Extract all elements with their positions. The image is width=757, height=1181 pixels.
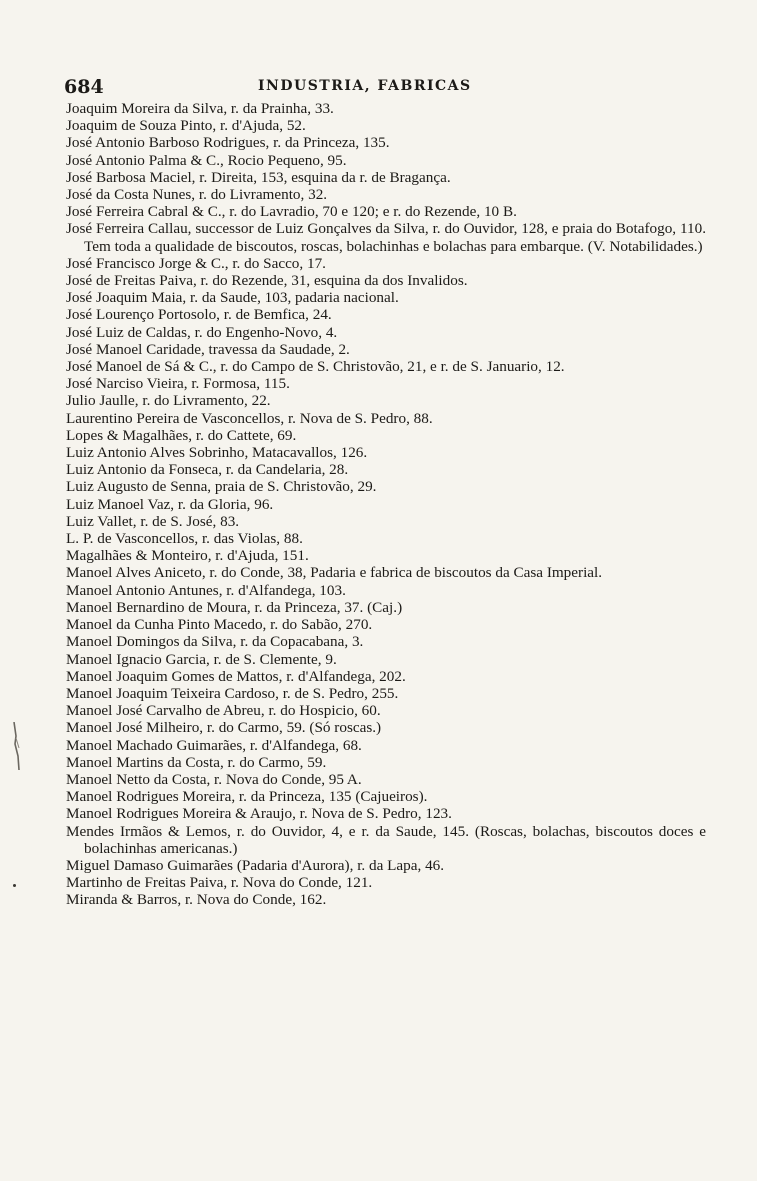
list-item: Luiz Antonio Alves Sobrinho, Matacavallos, 126. [66, 444, 368, 462]
list-item: Manoel Antonio Antunes, r. d'Alfandega, 103. [66, 581, 346, 599]
list-item: Manoel Rodrigues Moreira & Araujo, r. Nova de S. Pedro, 123. [66, 805, 452, 823]
list-item: Manoel José Milheiro, r. do Carmo, 59. (Só roscas.) [66, 719, 382, 737]
list-item: José Francisco Jorge & C., r. do Sacco, 17. [66, 254, 326, 272]
entry-list [66, 100, 706, 909]
list-item: José Lourenço Portosolo, r. de Bemfica, 24. [66, 306, 332, 324]
list-item: Lopes & Magalhães, r. do Cattete, 69. [66, 426, 297, 444]
list-item: Luiz Vallet, r. de S. José, 83. [66, 512, 240, 530]
list-item: Luiz Augusto de Senna, praia de S. Christovão, 29. [66, 478, 377, 496]
list-item: Manoel Rodrigues Moreira, r. da Princeza, 135 (Cajueiros). [66, 788, 428, 806]
list-item: José Joaquim Maia, r. da Saude, 103, padaria nacional. [66, 289, 399, 307]
list-item: Manoel Joaquim Teixeira Cardoso, r. de S. Pedro, 255. [66, 684, 399, 702]
list-item: Joaquim Moreira da Silva, r. da Prainha, 33. [66, 100, 334, 117]
list-item: Julio Jaulle, r. do Livramento, 22. [66, 392, 271, 410]
list-item: José Manoel Caridade, travessa da Saudade, 2. [66, 340, 350, 358]
list-item: José Ferreira Cabral & C., r. do Lavradio, 70 e 120; e r. do Rezende, 10 B. [66, 203, 517, 221]
list-item: Manoel Netto da Costa, r. Nova do Conde, 95 A. [66, 770, 362, 788]
list-item: José da Costa Nunes, r. do Livramento, 32. [66, 186, 328, 204]
list-item: Miguel Damaso Guimarães (Padaria d'Aurora), r. da Lapa, 46. [66, 856, 445, 874]
list-item: Manoel Alves Aniceto, r. do Conde, 38, Padaria e fabrica de biscoutos da Casa Imperial. [66, 564, 603, 582]
list-item: Joaquim de Souza Pinto, r. d'Ajuda, 52. [66, 117, 306, 135]
list-item: José Antonio Palma & C., Rocio Pequeno, 95. [66, 151, 347, 169]
list-item: José Luiz de Caldas, r. do Engenho-Novo, 4. [66, 323, 338, 341]
list-item: Manoel Joaquim Gomes de Mattos, r. d'Alfandega, 202. [66, 667, 406, 685]
list-item: Manoel Machado Guimarães, r. d'Alfandega, 68. [66, 736, 362, 754]
margin-dot [13, 884, 16, 887]
list-item: Laurentino Pereira de Vasconcellos, r. Nova de S. Pedro, 88. [66, 409, 433, 427]
list-item: Martinho de Freitas Paiva, r. Nova do Conde, 121. [66, 874, 373, 892]
list-item: José Antonio Barboso Rodrigues, r. da Princeza, 135. [66, 134, 390, 152]
list-item: José Barbosa Maciel, r. Direita, 153, esquina da r. de Bragança. [66, 168, 451, 186]
list-item: Luiz Antonio da Fonseca, r. da Candelaria, 28. [66, 461, 349, 479]
list-item: José de Freitas Paiva, r. do Rezende, 31, esquina da dos Invalidos. [66, 272, 468, 290]
page-number: 684 [64, 76, 104, 98]
running-title: INDUSTRIA, FABRICAS [258, 78, 472, 94]
list-item: Manoel José Carvalho de Abreu, r. do Hospicio, 60. [66, 702, 381, 720]
list-item: José Manoel de Sá & C., r. do Campo de S. Christovão, 21, e r. de S. Januario, 12. [66, 358, 565, 376]
list-item: Magalhães & Monteiro, r. d'Ajuda, 151. [66, 547, 309, 565]
list-item: José Ferreira Callau, successor de Luiz Gonçalves da Silva, r. do Ouvidor, 128, e praia do Botafogo, 110. Tem toda a qualidade de biscoutos, roscas, bolachinhas e bolachas para embarque. (V. Notabilidades.) [66, 220, 706, 255]
list-item: Mendes Irmãos & Lemos, r. do Ouvidor, 4, e r. da Saude, 145. (Roscas, bolachas, biscoutos doces e bolachinhas americanas.) [66, 822, 706, 857]
page-header [64, 76, 697, 98]
list-item: Manoel Ignacio Garcia, r. de S. Clemente, 9. [66, 650, 337, 668]
margin-ink-mark [10, 722, 24, 770]
list-item: Manoel Domingos da Silva, r. da Copacabana, 3. [66, 633, 364, 651]
list-item: Manoel Bernardino de Moura, r. da Princeza, 37. (Caj.) [66, 598, 403, 616]
list-item: Manoel da Cunha Pinto Macedo, r. do Sabão, 270. [66, 616, 373, 634]
list-item: Luiz Manoel Vaz, r. da Gloria, 96. [66, 495, 274, 513]
list-item: Miranda & Barros, r. Nova do Conde, 162. [66, 891, 327, 909]
list-item: Manoel Martins da Costa, r. do Carmo, 59. [66, 753, 327, 771]
list-item: L. P. de Vasconcellos, r. das Violas, 88. [66, 530, 303, 548]
list-item: José Narciso Vieira, r. Formosa, 115. [66, 375, 290, 393]
